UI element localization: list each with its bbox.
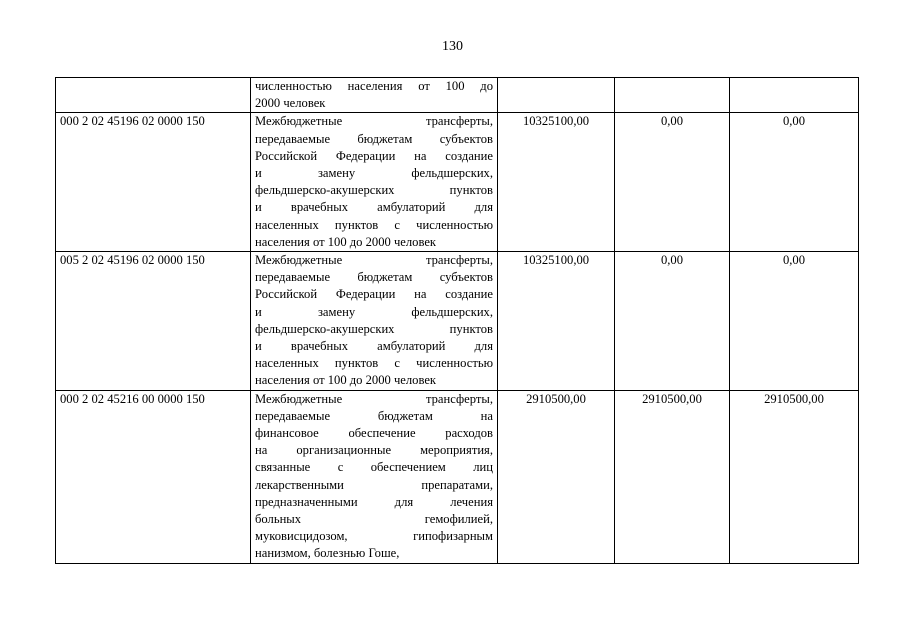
description-line: фельдшерско-акушерских пунктов (255, 183, 493, 198)
description-cell (251, 390, 498, 563)
description-line: передаваемые бюджетам на (255, 408, 493, 423)
description-line: населения от 100 до 2000 человек (255, 234, 437, 249)
amount-cell-year-1 (498, 78, 615, 113)
description-line: населенных пунктов с численностью (255, 356, 493, 371)
description-line: Межбюджетные трансферты, (255, 391, 493, 406)
classification-code-cell (56, 78, 251, 113)
description-cell (251, 252, 498, 391)
amount-cell-year-2: 0,00 (615, 113, 730, 252)
page-number: 130 (442, 39, 463, 54)
table-row (56, 78, 859, 113)
classification-code-cell: 005 2 02 45196 02 0000 150 (56, 252, 251, 391)
description-line: нанизмом, болезнью Гоше, (255, 546, 400, 561)
description-line: фельдшерско-акушерских пунктов (255, 321, 493, 336)
table-row (56, 113, 859, 252)
description-line: Российской Федерации на создание (255, 287, 493, 302)
description-line: и врачебных амбулаторий для (255, 339, 493, 354)
amount-cell-year-1: 2910500,00 (498, 390, 615, 563)
table-row (56, 390, 859, 563)
amount-cell-year-3 (730, 78, 859, 113)
description-line: передаваемые бюджетам субъектов (255, 131, 493, 146)
description-line: численностью населения от 100 до (255, 79, 493, 93)
description-line: муковисцидозом, гипофизарным (255, 529, 493, 544)
amount-cell-year-2 (615, 78, 730, 113)
description-line: больных гемофилией, (255, 512, 493, 527)
amount-cell-year-3: 0,00 (730, 113, 859, 252)
description-line: на организационные мероприятия, (255, 443, 493, 458)
description-line: 2000 человек (255, 96, 326, 111)
budget-table (55, 77, 859, 564)
description-line: Межбюджетные трансферты, (255, 114, 493, 129)
description-line: Российской Федерации на создание (255, 148, 493, 163)
amount-cell-year-2: 0,00 (615, 252, 730, 391)
description-line: связанные с обеспечением лиц (255, 460, 493, 475)
amount-cell-year-3: 0,00 (730, 252, 859, 391)
amount-cell-year-1: 10325100,00 (498, 252, 615, 391)
description-line: Межбюджетные трансферты, (255, 253, 493, 268)
description-line: и замену фельдшерских, (255, 166, 493, 181)
description-line: лекарственными препаратами, (255, 477, 493, 492)
description-line: населения от 100 до 2000 человек (255, 373, 437, 388)
description-line: и замену фельдшерских, (255, 304, 493, 319)
amount-cell-year-3: 2910500,00 (730, 390, 859, 563)
amount-cell-year-1: 10325100,00 (498, 113, 615, 252)
description-cell (251, 78, 498, 113)
description-cell (251, 113, 498, 252)
description-line: финансовое обеспечение расходов (255, 426, 493, 441)
table-row (56, 252, 859, 391)
classification-code-cell: 000 2 02 45196 02 0000 150 (56, 113, 251, 252)
description-line: предназначенными для лечения (255, 494, 493, 509)
amount-cell-year-2: 2910500,00 (615, 390, 730, 563)
description-line: и врачебных амбулаторий для (255, 200, 493, 215)
description-line: передаваемые бюджетам субъектов (255, 270, 493, 285)
description-line: населенных пунктов с численностью (255, 217, 493, 232)
classification-code-cell: 000 2 02 45216 00 0000 150 (56, 390, 251, 563)
